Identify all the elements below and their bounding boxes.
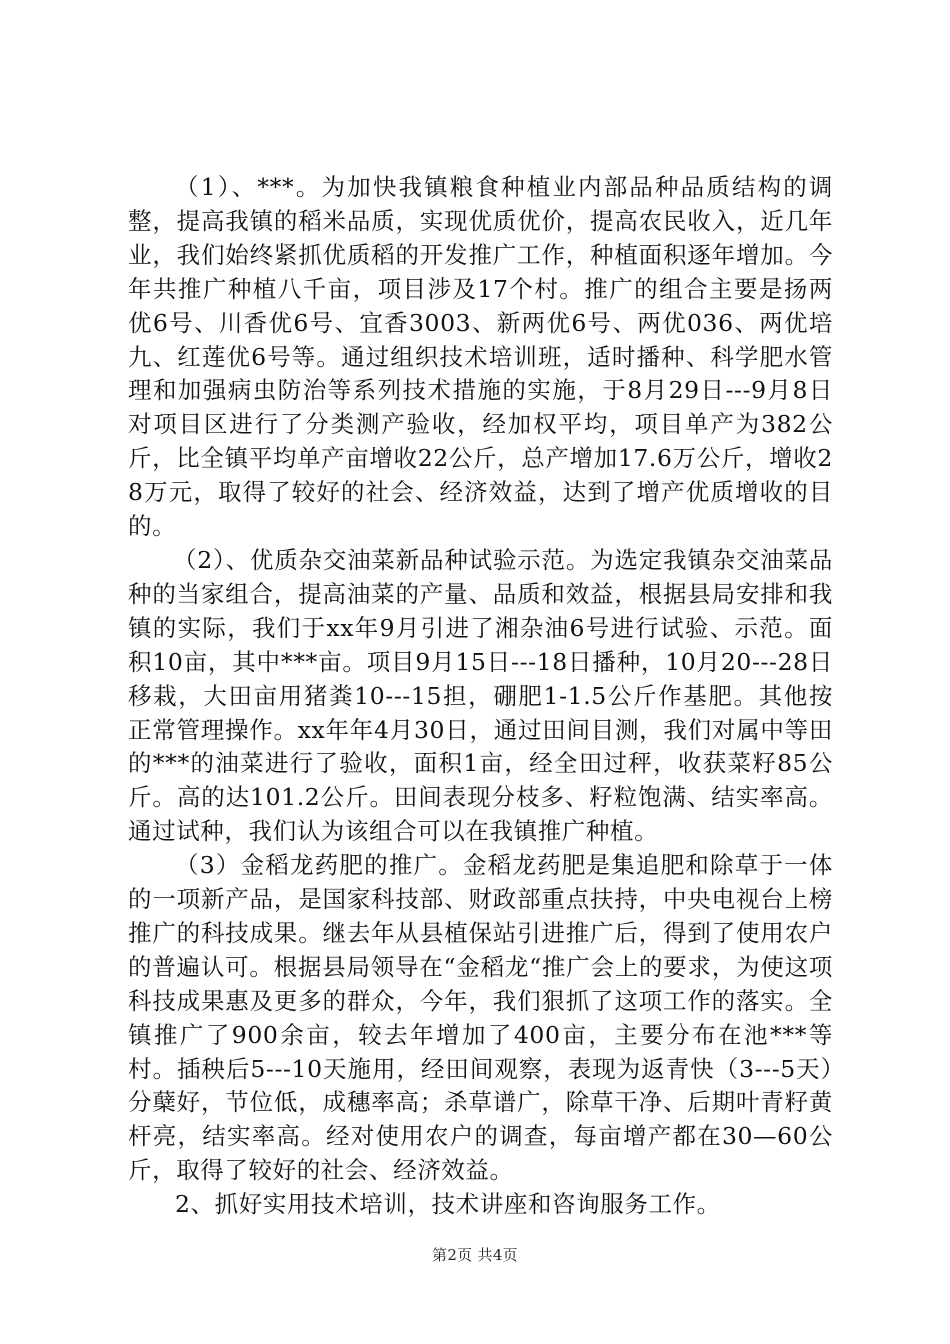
document-body: [128, 171, 833, 1222]
paragraph-rice-promotion: （1）、***。为加快我镇粮食种植业内部品种品质结构的调整，提高我镇的稻米品质，实现优质优价，提高农民收入，近几年业，我们始终紧抓优质稻的开发推广工作，种植面积逐年增加。今年共推广种植八千亩，项目涉及17个村。推广的组合主要是扬两优6号、川香优6号、宜香3003、新两优6号、两优036、两优培九、红莲优6号等。通过组织技术培训班，适时播种、科学肥水管理和加强病虫防治等系列技术措施的实施，于8月29日---9月8日对项目区进行了分类测产验收，经加权平均，项目单产为382公斤，比全镇平均单产亩增收22公斤，总产增加17.6万公斤，增收28万元，取得了较好的社会、经济效益，达到了增产优质增收的目的。: [128, 173, 833, 541]
paragraph-rapeseed-trial: （2）、优质杂交油菜新品种试验示范。为选定我镇杂交油菜品种的当家组合，提高油菜的产量、品质和效益，根据县局安排和我镇的实际，我们于xx年9月引进了湘杂油6号进行试验、示范。面积10亩，其中***亩。项目9月15日---18日播种，10月20---28日移栽，大田亩用猪粪10---15担，硼肥1-1.5公斤作基肥。其他按正常管理操作。xx年年4月30日，通过田间目测，我们对属中等田的***的油菜进行了验收，面积1亩，经全田过秤，收获菜籽85公斤。高的达101.2公斤。田间表现分枝多、籽粒饱满、结实率高。通过试种，我们认为该组合可以在我镇推广种植。: [128, 545, 833, 846]
paragraph-training-heading: 2、抓好实用技术培训，技术讲座和咨询服务工作。: [175, 1190, 721, 1219]
page-number-footer: 第2页 共4页: [432, 1246, 518, 1264]
paragraph-fertilizer-promotion: （3）金稻龙药肥的推广。金稻龙药肥是集追肥和除草于一体的一项新产品，是国家科技部、财政部重点扶持，中央电视台上榜推广的科技成果。继去年从县植保站引进推广后，得到了使用农户的普遍认可。根据县局领导在“金稻龙“推广会上的要求，为使这项科技成果惠及更多的群众，今年，我们狠抓了这项工作的落实。全镇推广了900余亩，较去年增加了400亩，主要分布在池***等村。插秧后5---10天施用，经田间观察，表现为返青快（3---5天）分蘖好，节位低，成穗率高；杀草谱广，除草干净、后期叶青籽黄杆亮，结实率高。经对使用农户的调查，每亩增产都在30—60公斤，取得了较好的社会、经济效益。: [128, 851, 833, 1185]
